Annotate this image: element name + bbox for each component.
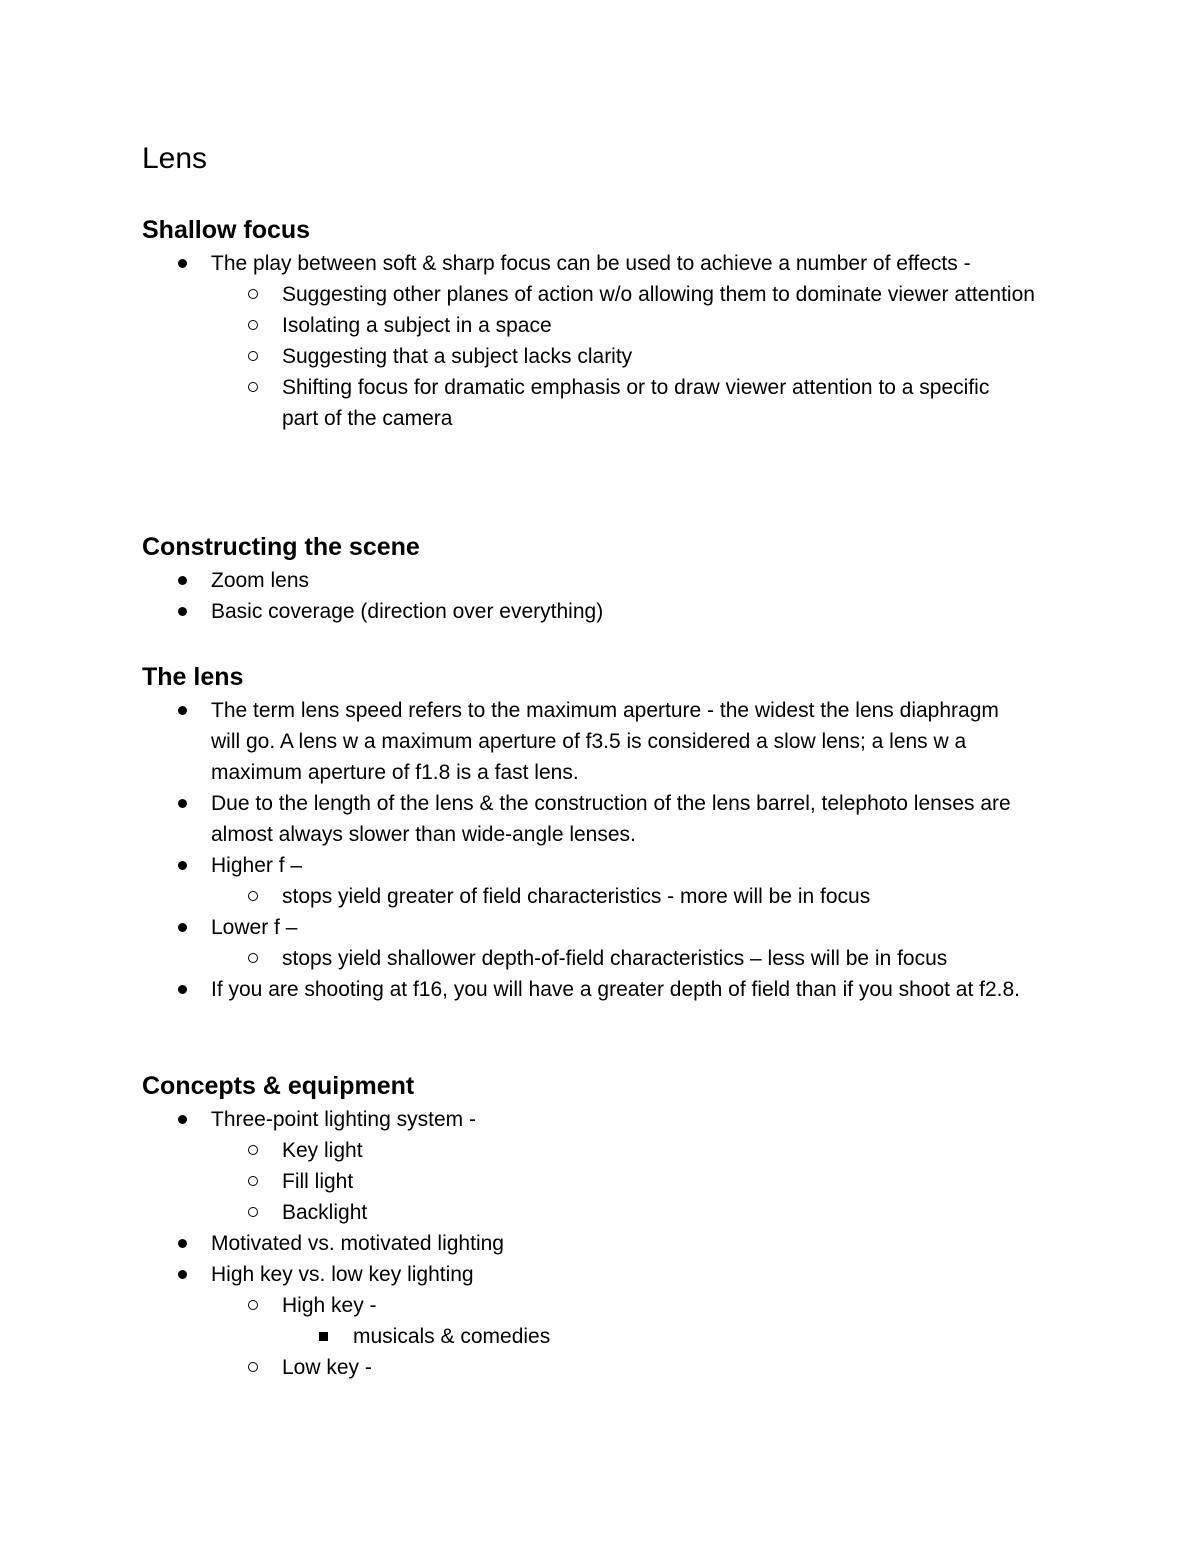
section-shallow-focus [142,212,1062,434]
list-item [142,850,1062,912]
list-item [142,788,1062,850]
list-item-text: Isolating a subject in a space [282,314,552,337]
list-item-text: musicals & comedies [353,1325,551,1348]
section-heading: The lens [142,663,244,691]
sub-list [142,1135,1062,1228]
bullet-list [142,1104,1062,1383]
list-item-text: High key - [282,1294,377,1317]
list-item-text: Key light [282,1139,363,1162]
sub-list [142,279,1062,434]
list-item [142,1352,1062,1383]
list-item-text: The term lens speed refers to the maximum aperture - the widest the lens diaphragm will go. A lens w a maximum aperture of f3.5 is considered a slow lens; a lens w a maximum aperture of f1.8 is a fast lens. [211,699,999,784]
list-item [142,279,1062,310]
list-item-text: High key vs. low key lighting [211,1263,474,1286]
list-item-text: Zoom lens [211,569,310,592]
list-item [142,596,1062,627]
list-item [142,248,1062,434]
list-item-text: Three-point lighting system - [211,1108,476,1131]
section-heading: Shallow focus [142,216,311,244]
list-item-text: stops yield shallower depth-of-field characteristics – less will be in focus [282,947,948,970]
list-item-text: Suggesting that a subject lacks clarity [282,345,633,368]
sub-sub-list [142,1321,1062,1352]
list-item [142,1197,1062,1228]
list-item [142,565,1062,596]
page-title: Lens [142,142,208,175]
list-item-text: Backlight [282,1201,368,1224]
list-item-text: Shifting focus for dramatic emphasis or to draw viewer attention to a specific part of the camera [282,376,990,430]
section-the-lens [142,659,1062,1005]
list-item [142,1135,1062,1166]
list-item [142,372,1062,434]
section-concepts-equipment [142,1068,1062,1383]
list-item [142,341,1062,372]
list-item [142,974,1062,1005]
list-item [142,1321,1062,1352]
section-heading: Concepts & equipment [142,1072,415,1100]
list-item [142,881,1062,912]
section-constructing-scene [142,529,1062,627]
bullet-list [142,695,1062,1005]
list-item [142,1104,1062,1228]
list-item [142,1228,1062,1259]
list-item-text: Suggesting other planes of action w/o allowing them to dominate viewer attention [282,283,1035,306]
list-item [142,1290,1062,1352]
list-item-text: Higher f – [211,854,303,877]
list-item-text: Motivated vs. motivated lighting [211,1232,504,1255]
sub-list [142,943,1062,974]
sub-list [142,1290,1062,1383]
list-item [142,912,1062,974]
list-item-text: Low key - [282,1356,372,1379]
list-item-text: Lower f – [211,916,298,939]
list-item-text: Fill light [282,1170,354,1193]
list-item-text: Due to the length of the lens & the construction of the lens barrel, telephoto lenses are almost always slower than wide-angle lenses. [211,792,1011,846]
list-item [142,310,1062,341]
list-item-text: If you are shooting at f16, you will have a greater depth of field than if you shoot at f2.8. [211,978,1021,1001]
list-item [142,1259,1062,1383]
list-item [142,695,1062,788]
list-item-text: The play between soft & sharp focus can be used to achieve a number of effects - [211,252,971,275]
list-item-text: Basic coverage (direction over everything) [211,600,604,623]
sub-list [142,881,1062,912]
bullet-list [142,565,1062,627]
list-item [142,1166,1062,1197]
list-item-text: stops yield greater of field characteristics - more will be in focus [282,885,871,908]
bullet-list [142,248,1062,434]
section-heading: Constructing the scene [142,533,420,561]
list-item [142,943,1062,974]
